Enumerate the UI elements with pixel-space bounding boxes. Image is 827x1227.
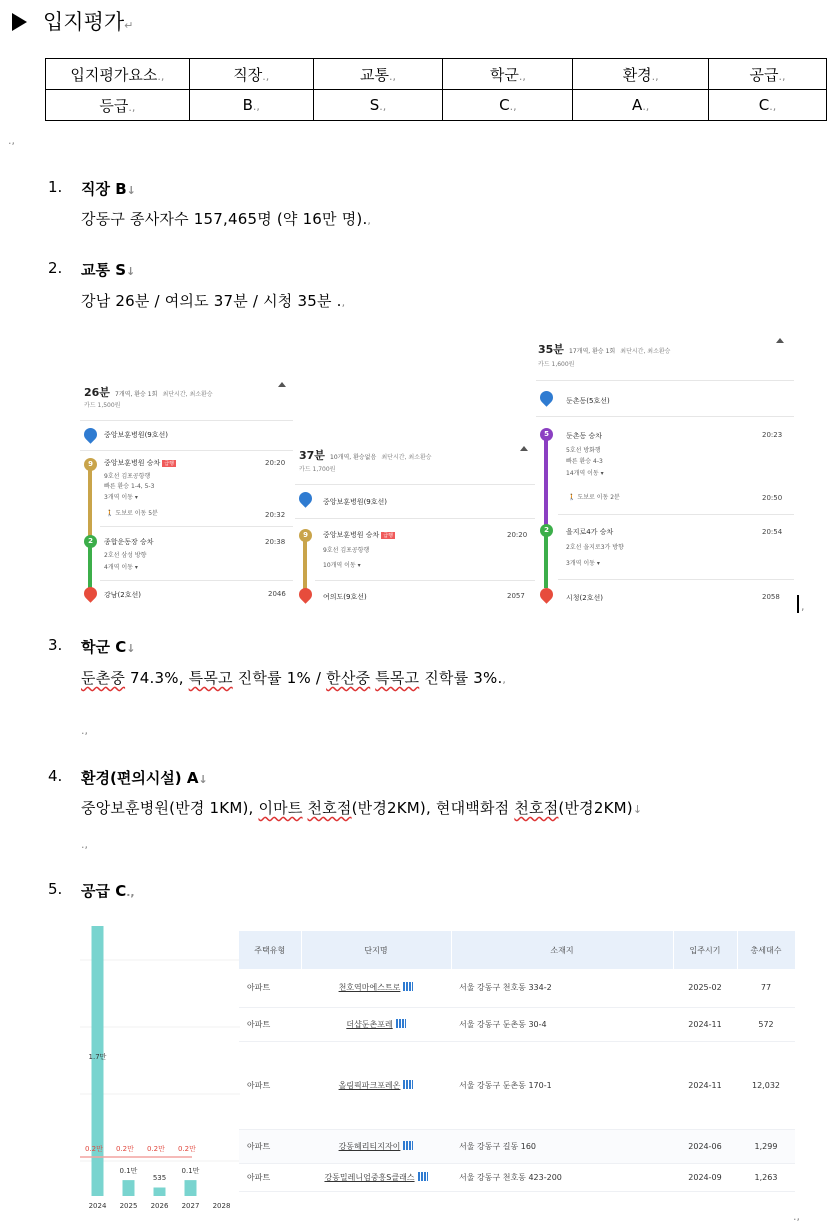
complex-link[interactable]: 강동밀레니엄중흥S클래스 [301,1163,451,1191]
route-fare: 카드 1,500원 [84,402,121,409]
route-panel-gangnam: 26분 7개역, 환승 1회 최단시간, 최소환승 카드 1,500원 중앙보훈병원(9호선) 9 중앙보훈병원 승차 급행 9호선 김포공항행 빠른 환승 1-4, 5-3 3개역 이동 ▾ 20:20 🚶 도보로 이동 5분 20:32 2 종합운동장 승차 2호선 삼성 방향 4개역 이동 ▾ 20:38 강남(2호선) 2046 [80,370,293,610]
table-row: 아파트 강동밀레니엄중흥S클래스 서울 강동구 천호동 423-200 2024-09 1,263 [239,1163,795,1191]
start-pin-icon [296,489,314,507]
complex-link[interactable]: 천호역마에스트로 [301,969,451,1007]
grade-header-cell: 학군., [443,59,573,90]
grade-header-cell: 직장., [189,59,313,90]
section-title: 직장 B↓ [81,180,136,198]
supply-table-header: 주택유형 단지명 소재지 입주시기 총세대수 [239,931,795,969]
section-body: 강남 26분 / 여의도 37분 / 시청 35분 ., [81,292,346,310]
list-number: 5. [48,880,63,898]
chart-data-label: 1.7만 [88,1053,107,1061]
grade-value-cell: C., [443,90,573,121]
grade-table-value-row [46,90,827,121]
building-icon [396,1019,406,1028]
section-title: 공급 C., [81,882,135,900]
grade-table-header-row [46,59,827,90]
complex-link[interactable]: 강동헤리티지자이 [301,1129,451,1163]
collapse-caret-icon[interactable] [278,382,286,387]
end-pin-icon [537,585,555,603]
route-duration: 37분 [299,449,325,462]
table-row: 아파트 강동헤리티지자이 서울 강동구 길동 160 2024-06 1,299 [239,1129,795,1163]
grade-value-cell: B., [189,90,313,121]
start-pin-icon [81,425,99,443]
line-9-icon: 9 [299,529,312,542]
section-title: 학군 C↓ [81,638,136,656]
chart-x-tick-label: 2028 [212,1202,231,1210]
line-5-icon: 5 [540,428,553,441]
grade-header-cell: 교통., [313,59,443,90]
chart-data-label: 0.1만 [181,1167,200,1176]
route-fare: 카드 1,600원 [538,361,575,368]
grade-header-cell: 환경., [573,59,709,90]
collapse-caret-icon[interactable] [776,338,784,343]
expand-stops-link[interactable]: 3개역 이동 ▾ [566,560,600,567]
list-number: 3. [48,636,63,654]
chart-reference-label: 0.2만 [116,1145,134,1153]
expand-stops-link[interactable]: 14개역 이동 ▾ [566,470,604,477]
text-cursor [797,595,799,613]
building-icon [403,1141,413,1150]
chart-data-label: 535 [152,1173,167,1182]
route-panel-yeouido: 37분 10개역, 환승없음 최단시간, 최소환승 카드 1,700원 중앙보훈병원(9호선) 9 중앙보훈병원 승차 급행 9호선 김포공항행 10개역 이동 ▾ 20:20 여의도(9호선) 2057 [295,432,535,612]
express-badge: 급행 [164,461,174,467]
section-body: 강동구 종사자수 157,465명 (약 16만 명)., [81,210,372,228]
line-2-icon: 2 [84,535,97,548]
chart-reference-label: 0.2만 [85,1145,103,1153]
section-title: 환경(편의시설) A↓ [81,769,208,787]
grade-header-cell: 공급., [709,59,827,90]
section-title: 교통 S↓ [81,261,136,279]
route-duration: 26분 [84,386,110,399]
walk-icon: 🚶 [106,510,114,517]
expand-stops-link[interactable]: 10개역 이동 ▾ [323,562,361,569]
route-duration: 35분 [538,343,564,356]
building-icon [418,1172,428,1181]
complex-link[interactable]: 더샵둔촌포레 [301,1007,451,1041]
route-fare: 카드 1,700원 [299,466,336,473]
list-number: 1. [48,178,63,196]
list-number: 2. [48,259,63,277]
paragraph-mark: ., [8,134,15,147]
grade-value-cell: A., [573,90,709,121]
line-2-icon: 2 [540,524,553,537]
route-panel-cityhall: 35분 17개역, 환승 1회 최단시간, 최소환승 카드 1,600원 둔촌동(5호선) 5 둔촌동 승차 5호선 방화행 빠른 환승 4-3 14개역 이동 ▾ 20:23 🚶 도보로 이동 2분 20:50 2 을지로4가 승차 2호선 을지로3가 방향 3개역 이동 ▾ 20:54 시청(2호선) 2058 [536,332,794,612]
table-row: 아파트 천호역마에스트로 서울 강동구 천호동 334-2 2025-02 77 [239,969,795,1007]
section-body: 중앙보훈병원(반경 1KM), 이마트 천호점(반경2KM), 현대백화점 천호점(반경2KM)↓ [81,799,643,817]
end-pin-icon [81,584,99,602]
chart-x-tick-label: 2027 [181,1202,200,1210]
end-pin-icon [296,585,314,603]
building-icon [403,982,413,991]
line-9-icon: 9 [84,458,97,471]
grade-label-cell: 등급., [46,90,190,121]
section-body: 둔촌중 74.3%, 특목고 진학률 1% / 한산중 특목고 진학률 3%., [81,669,507,687]
grade-table [45,58,827,121]
start-pin-icon [537,388,555,406]
grade-header-cell: 입지평가요소., [46,59,190,90]
table-row: 아파트 올림픽파크포레온 서울 강동구 둔촌동 170-1 2024-11 12,032 [239,1041,795,1129]
express-badge: 급행 [383,533,393,539]
expand-stops-link[interactable]: 4개역 이동 ▾ [104,564,138,571]
chart-x-tick-label: 2025 [119,1202,138,1210]
supply-table [239,931,796,1192]
expand-stops-link[interactable]: 3개역 이동 ▾ [104,494,138,501]
table-row: 아파트 더샵둔촌포레 서울 강동구 둔촌동 30-4 2024-11 572 [239,1007,795,1041]
grade-value-cell: S., [313,90,443,121]
chart-reference-label: 0.2만 [147,1145,165,1153]
chart-reference-label: 0.2만 [178,1145,196,1153]
section-heading: 입지평가↵ [12,6,133,36]
building-icon [403,1080,413,1089]
grade-value-cell: C., [709,90,827,121]
complex-link[interactable]: 올림픽파크포레온 [301,1041,451,1129]
triangle-bullet-icon [12,13,27,31]
chart-x-tick-label: 2026 [150,1202,169,1210]
chart-x-tick-label: 2024 [88,1202,107,1210]
list-number: 4. [48,767,63,785]
chart-data-label: 0.1만 [119,1167,138,1176]
walk-icon: 🚶 [568,494,576,501]
collapse-caret-icon[interactable] [520,446,528,451]
